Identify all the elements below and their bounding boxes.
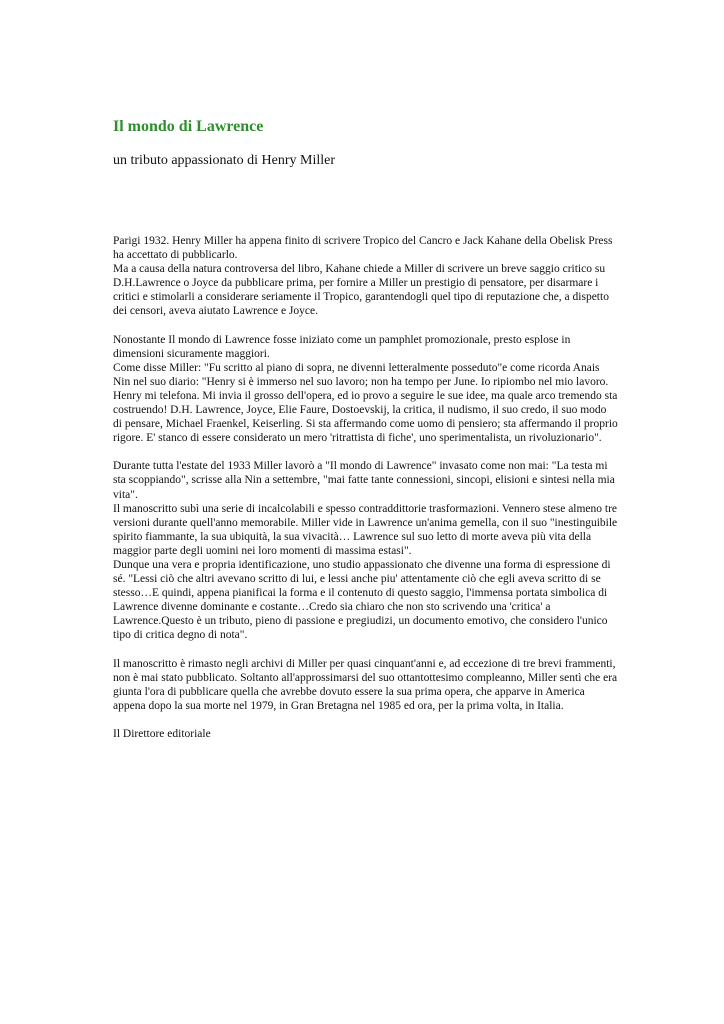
paragraph-line: Parigi 1932. Henry Miller ha appena finito di scrivere Tropico del Cancro e Jack Kahane della Obelisk Press ha accettato di pubblicarlo. <box>113 235 613 262</box>
paragraph-line: Ma a causa della natura controversa del libro, Kahane chiede a Miller di scrivere un breve saggio critico su D.H.Lawrence o Joyce da pubblicare prima, per fornire a Miller un prestigio di pensatore, per disarmare i critici e stimolarli a considerare seriamente il Tropico, garantendogli quel tipo di reputazione che, a dispetto dei censori, aveva aiutato Lawrence e Joyce. <box>113 263 609 318</box>
paragraph-line: Il manoscritto è rimasto negli archivi di Miller per quasi cinquant'anni e, ad eccezione di tre brevi frammenti, non è mai stato pubblicato. Soltanto all'approssimarsi del suo ottantottesimo compleanno, Miller sentì che era giunta l'ora di pubblicare quella che avrebbe dovuto essere la sua prima opera, che apparve in America appena dopo la sua morte nel 1979, in Gran Bretagna nel 1985 ed ora, per la prima volta, in Italia. <box>113 657 618 712</box>
paragraph-summer-1933 <box>113 459 618 642</box>
signature-line: Il Direttore editoriale <box>113 727 211 740</box>
paragraph-line: Nonostante Il mondo di Lawrence fosse iniziato come un pamphlet promozionale, presto esplose in dimensioni sicuramente maggiori. <box>113 333 571 360</box>
paragraph-line: Il manoscritto subì una serie di incalcolabili e spesso contraddittorie trasformazioni. Vennero stese almeno tre versioni durante quell'anno memorabile. Miller vide in Lawrence un'anima gemella, con il suo "inestinguibile spirito fiammante, la sua ubiquità, la sua vivacità… Lawrence sul suo letto di morte aveva più vita della maggior parte degli uomini nei loro momenti di massima estasi". <box>113 502 618 557</box>
signature-editor <box>113 727 618 741</box>
paragraph-miller-quote <box>113 333 618 446</box>
paragraph-line: Come disse Miller: "Fu scritto al piano di sopra, ne divenni letteralmente posseduto"e come ricorda Anais Nin nel suo diario: "Henry si è immerso nel suo lavoro; non ha tempo per June. Io ripiombo nel mio lavoro. Henry mi telefona. Mi invia il grosso dell'opera, ed io provo a seguire le sue idee, ma quale arco tremendo sta costruendo! D.H. Lawrence, Joyce, Elie Faure, Dostoevskij, la critica, il nudismo, il suo credo, il suo modo di pensare, Michael Fraenkel, Keiserling. Si sta affermando come uomo di pensiero; sta affermando il proprio rigore. E' stanco di essere considerato un mero 'ritrattista di fiche', uno sperimentalista, un rivoluzionario". <box>113 361 618 445</box>
paragraph-line: Dunque una vera e propria identificazione, uno studio appassionato che divenne una forma di espressione di sé. "Lessi ciò che altri avevano scritto di lui, e lessi anche piu' attentamente ciò che egli aveva scritto di se stesso…E quindi, appena pianificai la forma e il contenuto di questo saggio, l'immensa portata simbolica di Lawrence divenne dominante e costante…Credo sia chiaro che non sto scrivendo una 'critica' a Lawrence.Questo è un tributo, pieno di passione e pregiudizi, un documento emotivo, che considero l'unico tipo di critica degno di nota". <box>113 558 611 642</box>
page-subtitle: un tributo appassionato di Henry Miller <box>113 153 336 168</box>
paragraph-intro <box>113 234 618 319</box>
paragraph-line: Durante tutta l'estate del 1933 Miller lavorò a "Il mondo di Lawrence" invasato come non mai: "La testa mi sta scoppiando", scrisse alla Nin a settembre, "mai fatte tante connessioni, sincopi, elisioni e sintesi nella mia vita". <box>113 460 615 501</box>
paragraph-publication-history <box>113 657 618 713</box>
page-title: Il mondo di Lawrence <box>113 118 264 135</box>
article-body <box>113 234 618 755</box>
